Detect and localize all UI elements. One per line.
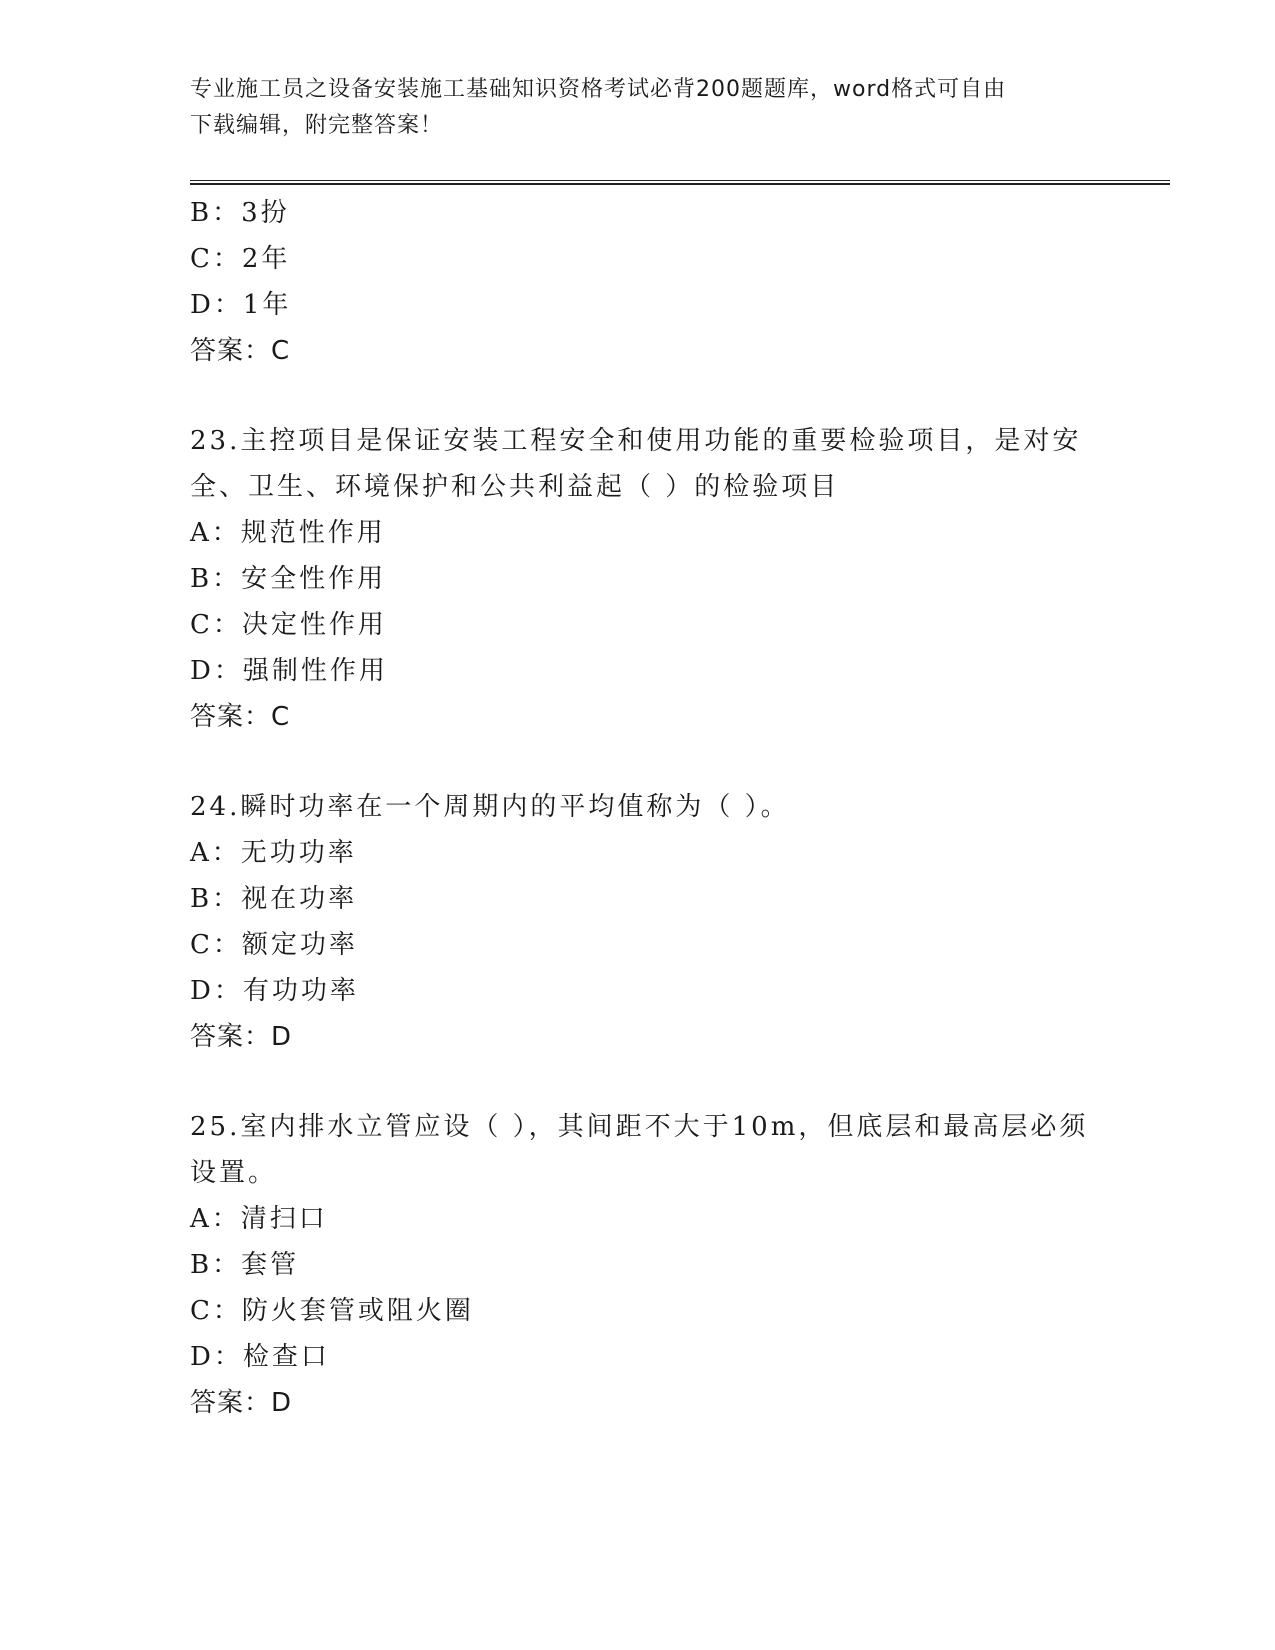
option-b: B：套管 [190, 1250, 300, 1280]
spacer [190, 1060, 1110, 1104]
question-text: 23.主控项目是保证安装工程安全和使用功能的重要检验项目，是对安全、卫生、环境保护和公共利益起（ ）的检验项目 [190, 426, 1082, 502]
option-c: C：额定功率 [190, 930, 358, 960]
header-divider-thick [190, 183, 1170, 185]
option-b: B：安全性作用 [190, 564, 387, 594]
question-block-23 [190, 418, 1110, 740]
question-text: 24.瞬时功率在一个周期内的平均值称为（ ）。 [190, 792, 790, 822]
answer-line: 答案：D [190, 1022, 293, 1052]
answer-line: 答案：D [190, 1388, 293, 1418]
question-block-22 [190, 190, 1110, 374]
option-a: A：清扫口 [190, 1204, 328, 1234]
document-header [190, 72, 1090, 144]
option-c: C：决定性作用 [190, 610, 387, 640]
option-a: A：规范性作用 [190, 518, 386, 548]
question-block-24 [190, 784, 1110, 1060]
spacer [190, 374, 1110, 418]
option-c: C：防火套管或阻火圈 [190, 1296, 474, 1326]
option-b: B：视在功率 [190, 884, 358, 914]
question-text: 25.室内排水立管应设（ ），其间距不大于10m，但底层和最高层必须设置。 [190, 1112, 1089, 1188]
question-block-25 [190, 1104, 1110, 1426]
option-d: D：1年 [190, 290, 292, 320]
answer-line: 答案：C [190, 702, 291, 732]
header-line-2: 下载编辑，附完整答案！ [190, 113, 444, 138]
document-body [190, 190, 1110, 1426]
header-line-1: 专业施工员之设备安装施工基础知识资格考试必背200题题库，word格式可自由 [190, 77, 1007, 102]
spacer [190, 740, 1110, 784]
option-d: D：强制性作用 [190, 656, 388, 686]
option-a: A：无功功率 [190, 838, 357, 868]
option-d: D：有功功率 [190, 976, 359, 1006]
answer-line: 答案：C [190, 336, 291, 366]
option-d: D：检查口 [190, 1342, 330, 1372]
option-c: C：2年 [190, 244, 291, 274]
option-b: B：3扮 [190, 198, 290, 228]
header-divider-thin [190, 180, 1170, 181]
